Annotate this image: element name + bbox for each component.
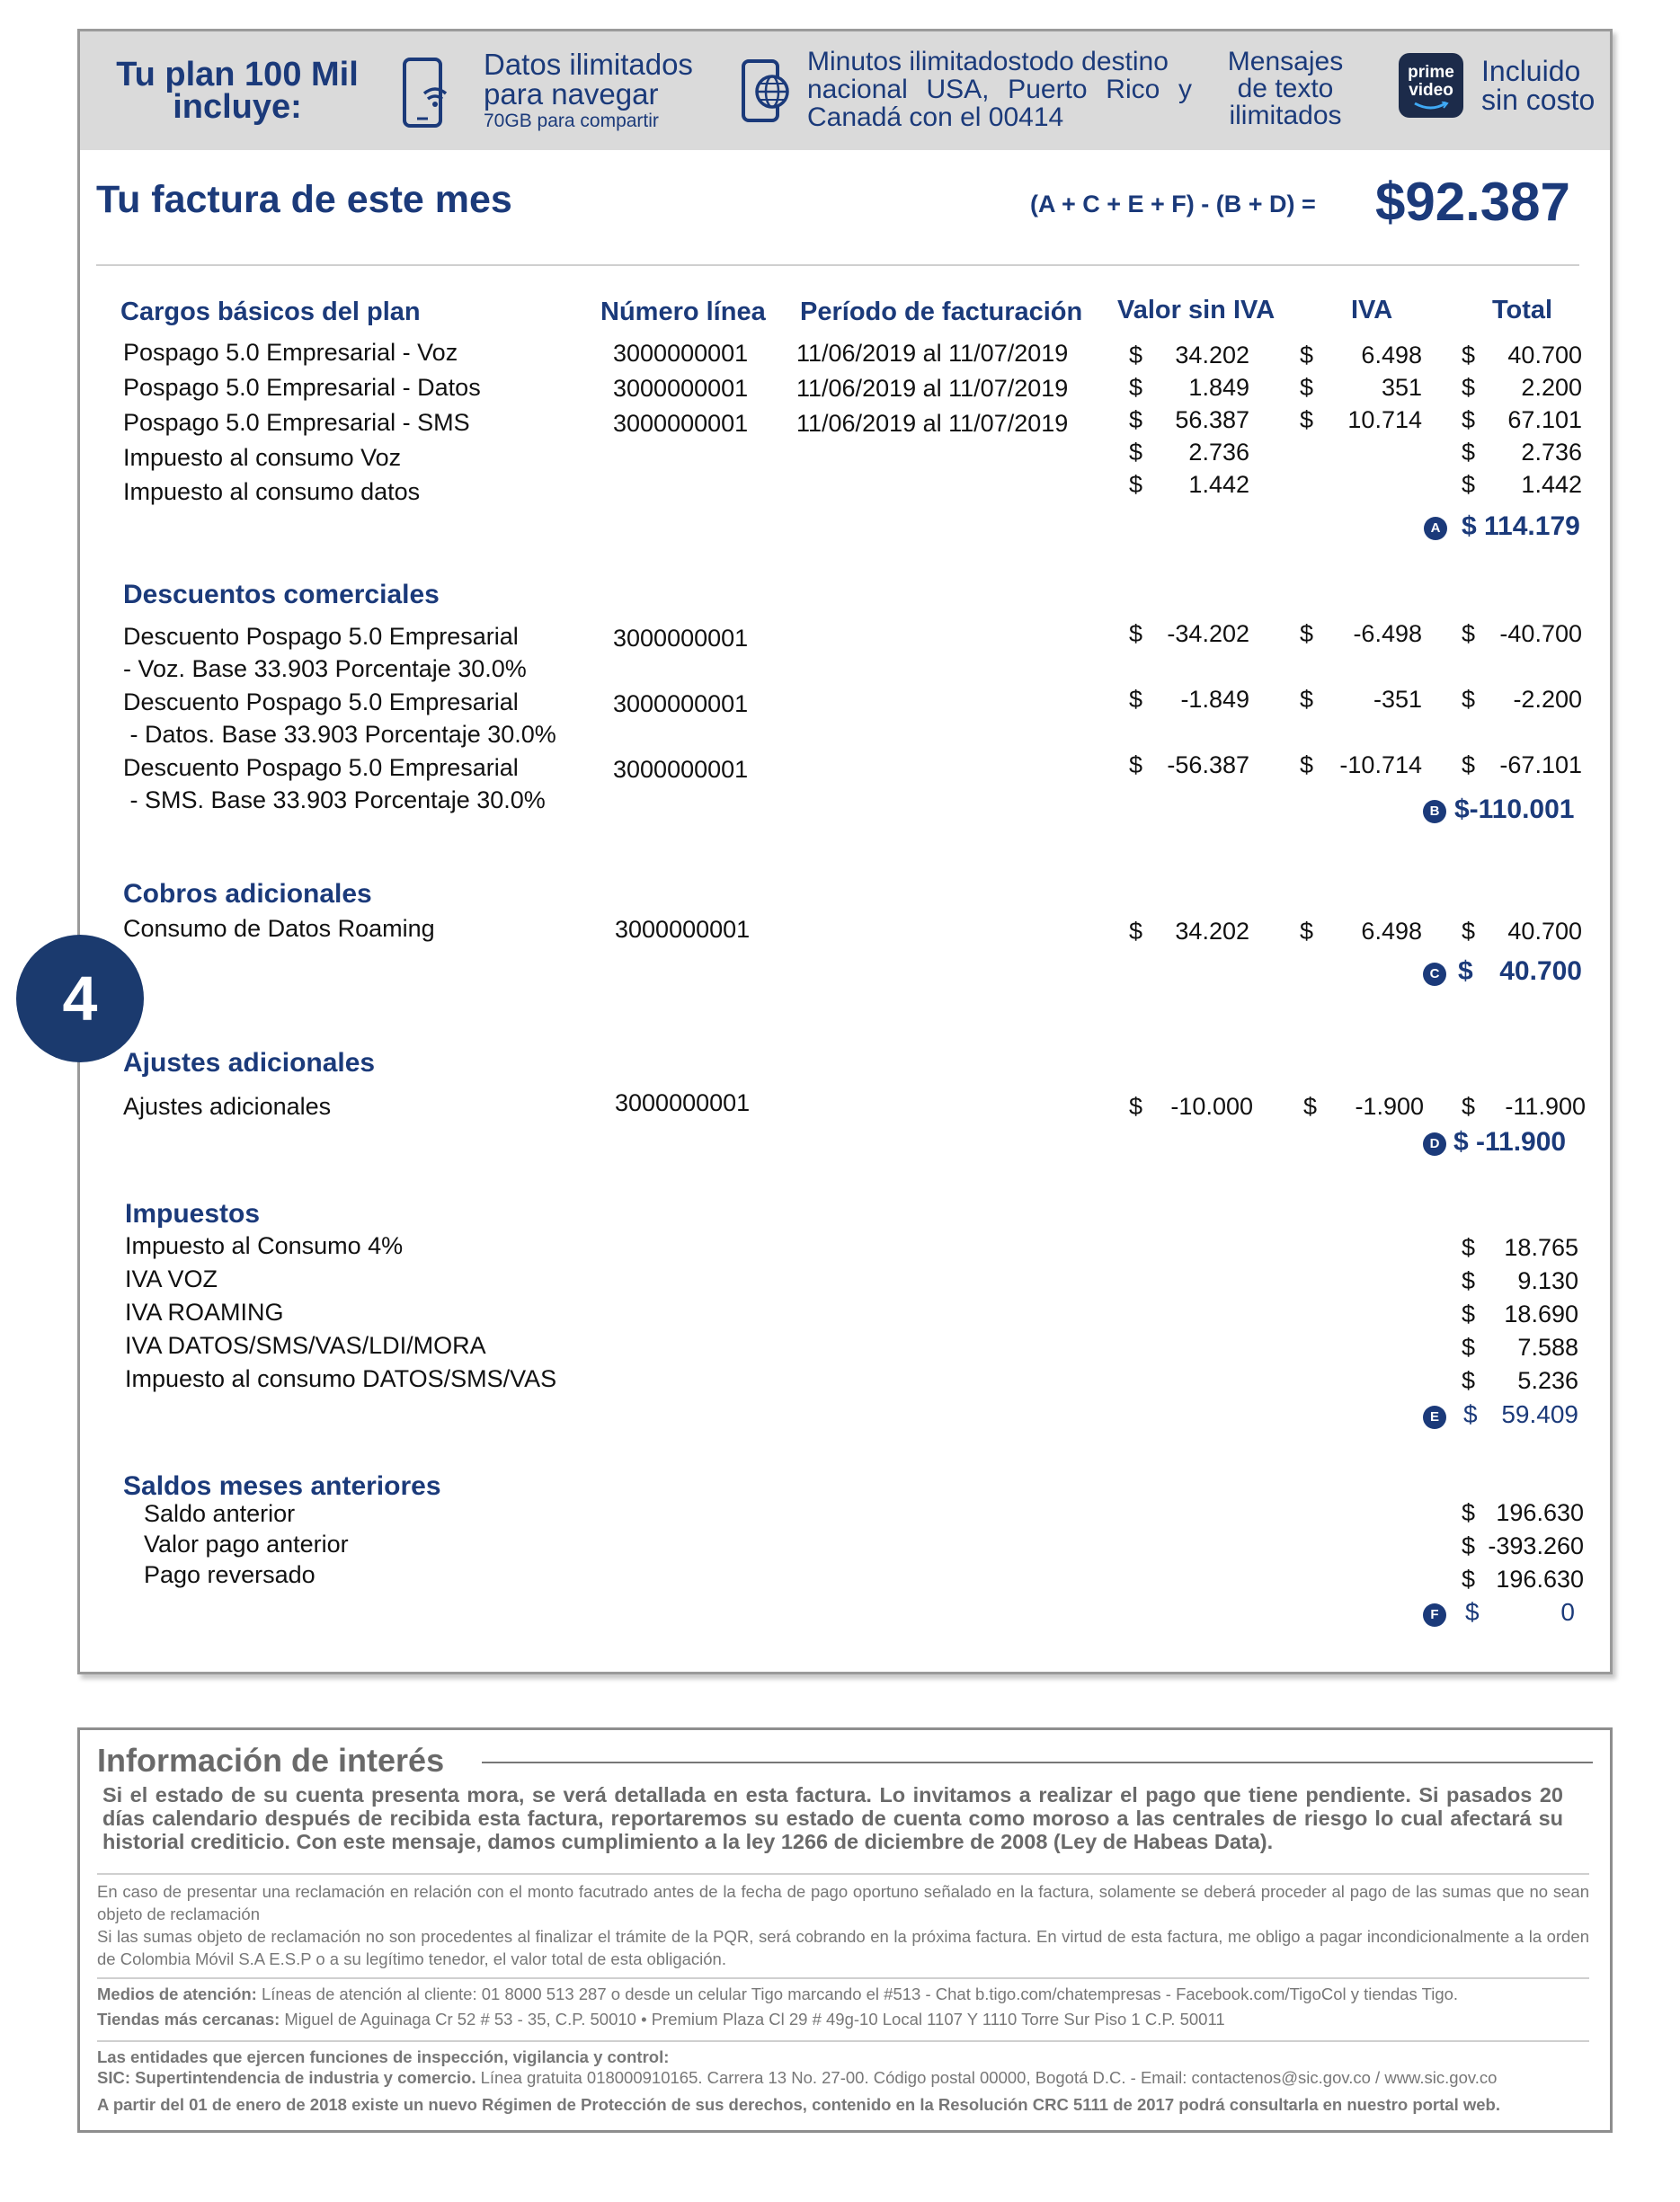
row-total: 18.690: [1504, 1301, 1578, 1327]
row-total-currency: $: [1462, 374, 1476, 401]
reclamacion-text-2: Si las sumas objeto de reclamación no son procedentes al finalizar el trámite de la PQR, será cobrando en la próxima factura. En virtud de esta factura, me obligo a pagar incondicionalmente a la orden de Colombia Móvil S.A E.S.P o a su legítimo tenedor, el valor total de esta obligación.: [97, 1927, 1589, 1968]
tiendas-text: Miguel de Aguinaga Cr 52 # 53 - 35, C.P. 50010 • Premium Plaza Cl 29 # 49g-10 Local 1107 Y 1110 Torre Sur Piso 1 C.P. 50011: [280, 2010, 1225, 2029]
formula: (A + C + E + F) - (B + D) =: [1030, 191, 1316, 218]
row-valor: 2.736: [1188, 439, 1249, 466]
row-total: -393.260: [1488, 1532, 1584, 1559]
row-total: -67.101: [1499, 751, 1582, 778]
row-valor: -34.202: [1167, 620, 1249, 647]
row-total-currency: $: [1462, 1532, 1476, 1559]
subtotal-b: $-110.001: [1454, 795, 1575, 824]
row-desc: IVA ROAMING: [125, 1299, 284, 1326]
mensajes-line1: Mensajes: [1227, 47, 1344, 76]
subtotal-c-marker: C: [1423, 963, 1446, 986]
row-total-currency: $: [1462, 620, 1476, 647]
subtotal-f: 0: [1560, 1598, 1575, 1626]
row-iva: 10.714: [1347, 406, 1422, 433]
row-valor: -1.849: [1180, 686, 1249, 713]
tiendas-cercanas: [97, 2010, 1225, 2029]
invoice-title: Tu factura de este mes: [96, 178, 512, 221]
row-desc: Pospago 5.0 Empresarial - Datos: [123, 374, 481, 401]
smile-arrow-icon: [1411, 102, 1451, 111]
row-valor-currency: $: [1129, 471, 1143, 498]
step-badge: 4: [16, 935, 144, 1062]
info-title: Información de interés: [97, 1742, 445, 1779]
info-para-mora: Si el estado de su cuenta presenta mora, se verá detallada en esta factura. Lo invitamos a realizar el pago que tiene pendiente. Si pasados 20 días calendario después de recibida esta factura, reportaremos su estado de cuenta como moroso a las centrales de riesgo lo cual afectará su historial crediticio. Con este mensaje, damos cumplimiento a la ley 1266 de diciembre de 2008 (Ley de Habeas Data).: [102, 1783, 1563, 1853]
row-desc-line2: - Datos. Base 33.903 Porcentaje 30.0%: [123, 721, 556, 748]
summary-divider: [96, 264, 1579, 266]
row-total-currency: $: [1462, 1566, 1476, 1593]
row-total-currency: $: [1462, 1234, 1476, 1261]
minutos-line3: Canadá con el 00414: [807, 102, 1064, 132]
info-title-rule: [482, 1762, 1593, 1763]
subtotal-e-currency: $: [1463, 1400, 1478, 1428]
row-desc: Consumo de Datos Roaming: [123, 915, 435, 942]
row-desc: IVA DATOS/SMS/VAS/LDI/MORA: [125, 1332, 486, 1359]
row-valor: -10.000: [1170, 1093, 1253, 1120]
row-iva-currency: $: [1300, 751, 1314, 778]
datos-feature: [484, 49, 693, 134]
mensajes-line3: ilimitados: [1229, 101, 1342, 130]
incluido-line1: Incluido: [1481, 55, 1581, 87]
prime-line2: video: [1409, 81, 1453, 100]
row-valor: -56.387: [1167, 751, 1249, 778]
medios-label: Medios de atención:: [97, 1984, 257, 2003]
row-iva: -1.900: [1355, 1093, 1424, 1120]
row-desc: Ajustes adicionales: [123, 1093, 332, 1120]
subtotal-d-marker: D: [1423, 1132, 1446, 1156]
regimen-text: A partir del 01 de enero de 2018 existe un nuevo Régimen de Protección de sus derechos, contenido en la Resolución CRC 5111 de 2017 podrá consultarla en nuestro portal web.: [97, 2095, 1500, 2114]
invoice-card: [77, 29, 1613, 1674]
prime-line1: prime: [1408, 63, 1454, 82]
row-total-currency: $: [1462, 1093, 1476, 1120]
row-valor-currency: $: [1129, 686, 1143, 713]
row-iva-currency: $: [1300, 342, 1314, 368]
plan-title-line1: Tu plan 100 Mil: [116, 56, 359, 93]
row-total-currency: $: [1462, 439, 1476, 466]
col-linea: Número línea: [600, 297, 766, 326]
row-total: -40.700: [1499, 620, 1582, 647]
sic-label: SIC: Supertintendencia de industria y comercio.: [97, 2068, 476, 2087]
row-valor-currency: $: [1129, 620, 1143, 647]
row-linea: 3000000001: [613, 756, 749, 783]
row-desc: Valor pago anterior: [144, 1531, 349, 1558]
row-total: -11.900: [1505, 1093, 1586, 1120]
row-linea: 3000000001: [615, 916, 751, 943]
row-iva: -10.714: [1339, 751, 1422, 778]
row-linea: 3000000001: [613, 625, 749, 652]
row-iva: 351: [1381, 374, 1422, 401]
row-total: 40.700: [1507, 918, 1582, 945]
row-total: -2.200: [1513, 686, 1582, 713]
row-valor-currency: $: [1129, 918, 1143, 945]
row-total-currency: $: [1462, 1301, 1476, 1327]
row-iva-currency: $: [1303, 1093, 1318, 1120]
row-desc-line2: - Voz. Base 33.903 Porcentaje 30.0%: [123, 655, 527, 682]
row-desc-line2: - SMS. Base 33.903 Porcentaje 30.0%: [123, 786, 546, 813]
col-iva: IVA: [1351, 296, 1393, 324]
row-iva-currency: $: [1300, 406, 1314, 433]
subtotal-f-currency: $: [1465, 1598, 1480, 1626]
subtotal-c: 40.700: [1499, 956, 1582, 986]
row-valor: 56.387: [1175, 406, 1249, 433]
sic-line: [97, 2068, 1497, 2088]
row-desc: Pago reversado: [144, 1561, 316, 1588]
ajustes-title: Ajustes adicionales: [123, 1048, 376, 1078]
saldos-title: Saldos meses anteriores: [123, 1471, 441, 1501]
info-divider-1: [97, 1873, 1589, 1875]
subtotal-a: $ 114.179: [1462, 511, 1580, 541]
prime-video-logo: [1399, 53, 1463, 118]
row-valor-currency: $: [1129, 342, 1143, 368]
row-linea: 3000000001: [613, 375, 749, 402]
row-total: 2.200: [1521, 374, 1582, 401]
tiendas-label: Tiendas más cercanas:: [97, 2010, 280, 2029]
row-total-currency: $: [1462, 1334, 1476, 1361]
minutos-line2: nacional USA, Puerto Rico y: [807, 75, 1192, 104]
row-desc: Pospago 5.0 Empresarial - SMS: [123, 409, 470, 436]
subtotal-c-currency: $: [1458, 956, 1473, 986]
row-total-currency: $: [1462, 1267, 1476, 1294]
row-total: 5.236: [1517, 1367, 1578, 1394]
row-valor-currency: $: [1129, 374, 1143, 401]
row-total-currency: $: [1462, 1367, 1476, 1394]
col-concepto: Cargos básicos del plan: [120, 297, 421, 326]
row-desc: IVA VOZ: [125, 1265, 218, 1292]
minutos-feature: [807, 48, 1192, 131]
row-periodo: 11/06/2019 al 11/07/2019: [796, 410, 1069, 437]
row-total: 196.630: [1496, 1499, 1584, 1526]
row-valor: 1.849: [1188, 374, 1249, 401]
row-periodo: 11/06/2019 al 11/07/2019: [796, 340, 1069, 367]
impuestos-title: Impuestos: [125, 1199, 261, 1229]
row-iva: 6.498: [1361, 342, 1422, 368]
row-valor: 34.202: [1175, 342, 1249, 368]
row-linea: 3000000001: [613, 690, 749, 717]
subtotal-b-marker: B: [1423, 800, 1446, 823]
row-iva: -351: [1373, 686, 1422, 713]
medios-atencion: [97, 1984, 1458, 2004]
row-desc: Impuesto al consumo DATOS/SMS/VAS: [125, 1365, 557, 1392]
descuentos-title: Descuentos comerciales: [123, 580, 440, 609]
row-total-currency: $: [1462, 406, 1476, 433]
row-total-currency: $: [1462, 1499, 1476, 1526]
row-valor-currency: $: [1129, 1093, 1143, 1120]
incluido-line2: sin costo: [1481, 84, 1596, 116]
subtotal-a-marker: A: [1424, 517, 1447, 540]
row-linea: 3000000001: [613, 410, 749, 437]
subtotal-f-marker: F: [1423, 1603, 1446, 1627]
row-total: 2.736: [1521, 439, 1582, 466]
row-desc-line1: Descuento Pospago 5.0 Empresarial: [123, 754, 519, 781]
row-iva: 6.498: [1361, 918, 1422, 945]
row-total: 67.101: [1507, 406, 1582, 433]
row-desc-line1: Descuento Pospago 5.0 Empresarial: [123, 623, 519, 650]
row-valor: 34.202: [1175, 918, 1249, 945]
subtotal-e: 59.409: [1501, 1400, 1578, 1428]
row-total: 40.700: [1507, 342, 1582, 368]
row-total: 18.765: [1504, 1234, 1578, 1261]
row-total-currency: $: [1462, 342, 1476, 368]
row-valor-currency: $: [1129, 439, 1143, 466]
row-iva-currency: $: [1300, 918, 1314, 945]
row-total: 1.442: [1521, 471, 1582, 498]
info-divider-3: [97, 2040, 1589, 2042]
row-desc-line1: Descuento Pospago 5.0 Empresarial: [123, 688, 519, 715]
row-total: 7.588: [1517, 1334, 1578, 1361]
row-linea: 3000000001: [615, 1089, 751, 1116]
phone-globe-icon: [740, 58, 796, 126]
row-iva-currency: $: [1300, 686, 1314, 713]
row-iva: -6.498: [1353, 620, 1422, 647]
cobros-title: Cobros adicionales: [123, 879, 372, 909]
col-total: Total: [1492, 296, 1553, 324]
medios-text: Líneas de atención al cliente: 01 8000 513 287 o desde un celular Tigo marcando el #513 - Chat b.tigo.com/chatempresas - Facebook.com/TigoCol y tiendas Tigo.: [256, 1984, 1459, 2003]
plan-title-line2: incluye:: [173, 88, 302, 126]
sic-text: Línea gratuita 018000910165. Carrera 13 No. 27-00. Código postal 00000, Bogotá D.C. - Email: contactenos@sic.gov.co / www.sic.gov.co: [476, 2068, 1498, 2087]
entidades-text: Las entidades que ejercen funciones de inspección, vigilancia y control:: [97, 2047, 670, 2066]
minutos-line1: Minutos ilimitadostodo destino: [807, 47, 1169, 76]
reclamacion-text-1: En caso de presentar una reclamación en relación con el monto facutrado antes de la fecha de pago oportuno señalado en la factura, solamente se deberá proceder al pago de las sumas que no sean objeto de reclamación: [97, 1882, 1589, 1923]
row-desc: Pospago 5.0 Empresarial - Voz: [123, 339, 458, 366]
plan-title: [111, 56, 363, 126]
row-total-currency: $: [1462, 686, 1476, 713]
row-total-currency: $: [1462, 751, 1476, 778]
row-desc: Impuesto al consumo Voz: [123, 444, 402, 471]
row-linea: 3000000001: [613, 340, 749, 367]
row-periodo: 11/06/2019 al 11/07/2019: [796, 375, 1069, 402]
row-total-currency: $: [1462, 471, 1476, 498]
col-periodo: Período de facturación: [800, 297, 1083, 326]
mensajes-feature: [1215, 49, 1356, 129]
datos-sub: 70GB para compartir: [484, 111, 659, 131]
row-iva-currency: $: [1300, 374, 1314, 401]
mensajes-line2: de texto: [1237, 74, 1334, 103]
row-total: 196.630: [1496, 1566, 1584, 1593]
subtotal-d: $ -11.900: [1453, 1127, 1567, 1157]
info-para-reclamacion: [97, 1880, 1589, 1970]
col-valor: Valor sin IVA: [1117, 296, 1276, 324]
row-total: 9.130: [1517, 1267, 1578, 1294]
row-valor-currency: $: [1129, 751, 1143, 778]
row-total-currency: $: [1462, 918, 1476, 945]
row-valor: 1.442: [1188, 471, 1249, 498]
datos-line1: Datos ilimitados: [484, 48, 693, 81]
incluido-text: [1481, 57, 1595, 114]
row-valor-currency: $: [1129, 406, 1143, 433]
phone-wifi-icon: [401, 56, 455, 131]
info-divider-2: [97, 1977, 1589, 1979]
row-desc: Saldo anterior: [144, 1500, 296, 1527]
invoice-total: $92.387: [1375, 172, 1570, 232]
row-iva-currency: $: [1300, 620, 1314, 647]
row-desc: Impuesto al consumo datos: [123, 478, 421, 505]
subtotal-e-marker: E: [1423, 1406, 1446, 1429]
row-desc: Impuesto al Consumo 4%: [125, 1232, 404, 1259]
datos-line2: para navegar: [484, 77, 659, 111]
